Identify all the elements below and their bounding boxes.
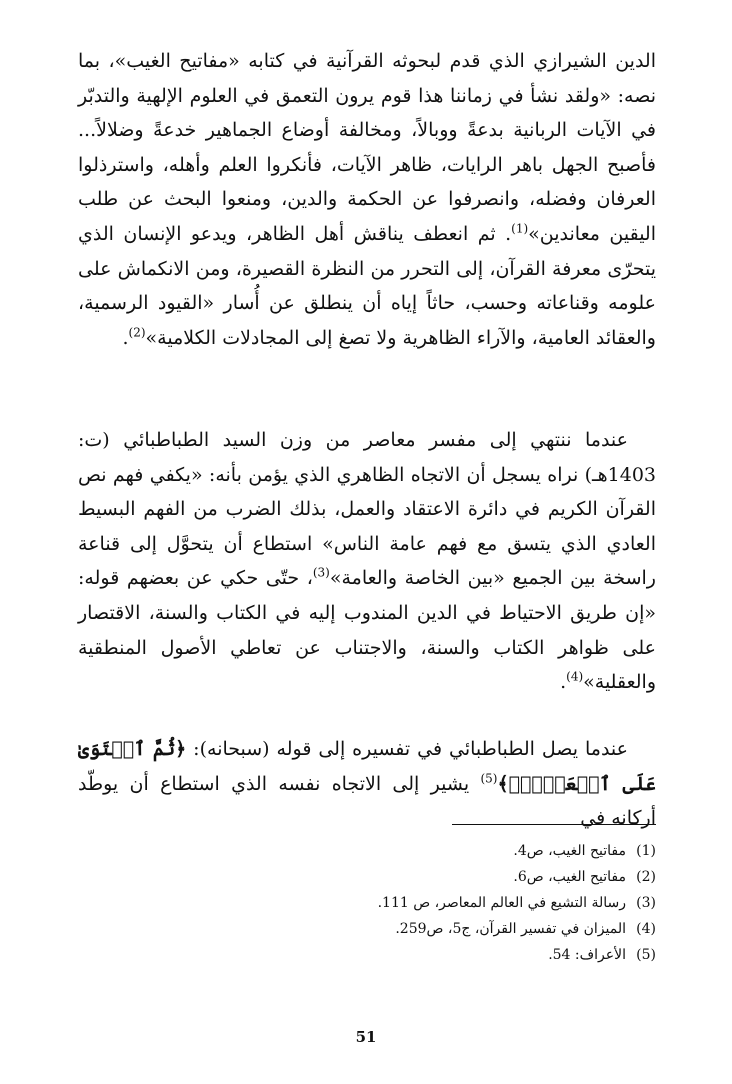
footnote-ref-5: (5): [480, 771, 498, 786]
paragraph-3-text-b: يشير إلى الاتجاه نفسه الذي استطاع أن يوطّد أركانه في: [78, 772, 656, 830]
footnote-number: (3): [636, 895, 656, 911]
paragraph-2-text-b: ، حتّى حكي عن بعضهم قوله: «إن طريق الاحتياط في الدين المندوب إليه في الكتاب والسنة، الاقتصار على ظواهر الكتاب والسنة، والاجتناب عن تعاطي الأصول المنطقية والعقلية»: [78, 567, 656, 694]
footnote-ref-1: (1): [511, 221, 529, 236]
paragraph-2: [78, 423, 656, 700]
footnote-text: الأعراف: 54.: [548, 947, 626, 963]
page-number: 51: [355, 1028, 377, 1046]
footnote-item: [150, 864, 656, 890]
footnote-item: [150, 916, 656, 942]
paragraph-2-text-c: .: [560, 671, 567, 694]
footnote-separator: [452, 824, 656, 825]
paragraph-1-text-b: . ثم انعطف يناقش أهل الظاهر، ويدعو الإنسان الذي يتحرّى معرفة القرآن، إلى التحرر من النظرة القصيرة، ومن الانكماش على علومه وقناعاته وحسب، حاثاً إياه أن ينطلق عن أُسار «القيود الرسمية، والعقائد العامية، والآراء الظاهرية ولا تصغ إلى المجادلات الكلامية»: [78, 222, 656, 349]
footnote-text: الميزان في تفسير القرآن، ج5، ص259.: [395, 921, 626, 937]
footnotes-list: [150, 838, 656, 968]
footnote-text: رسالة التشيع في العالم المعاصر، ص 111.: [377, 895, 626, 911]
footnote-number: (2): [636, 869, 656, 885]
footnote-ref-2: (2): [128, 325, 146, 340]
paragraph-1-text-a: الدين الشيرازي الذي قدم لبحوثه القرآنية في كتابه «مفاتيح الغيب»، بما نصه: «ولقد نشأ في زماننا هذا قوم يرون التعمق في العلوم الإلهية والتدبّر في الآيات الربانية بدعةً ووبالاً، ومخالفة أوضاع الجماهير خدعةً وضلالاً... فأصبح الجهل باهر الرايات، ظاهر الآيات، فأنكروا العلم وأهله، واسترذلوا العرفان وفضله، وانصرفوا عن الحكمة والدين، ومنعوا البحث عن طلب اليقين معاندين»: [78, 50, 656, 245]
footnote-text: مفاتيح الغيب، ص4.: [513, 843, 626, 859]
footnote-text: مفاتيح الغيب، ص6.: [513, 869, 626, 885]
paragraph-1: [78, 44, 656, 355]
footnote-item: [150, 838, 656, 864]
paragraph-2-text-a: عندما ننتهي إلى مفسر معاصر من وزن السيد الطباطبائي (ت: 1403هـ) نراه يسجل أن الاتجاه الظاهري الذي يؤمن بأنه: «يكفي فهم نص القرآن الكريم في دائرة الاعتقاد والعمل، بذلك الضرب من الفهم البسيط العادي الذي يتسق مع فهم عامة الناس» استطاع أن يتحوَّل إلى قناعة راسخة بين الجميع «بين الخاصة والعامة»: [78, 429, 656, 590]
footnote-number: (4): [636, 921, 656, 937]
paragraph-3: [78, 732, 656, 836]
footnote-item: [150, 890, 656, 916]
footnote-number: (1): [636, 843, 656, 859]
quran-verse: ﴿ثُمَّ ٱسۡتَوَىٰ عَلَى ٱلۡعَرۡشِۖ﴾: [78, 738, 657, 795]
paragraph-1-text-c: .: [122, 326, 129, 349]
footnote-number: (5): [636, 947, 656, 963]
footnote-ref-3: (3): [312, 566, 330, 581]
paragraph-3-text-a: عندما يصل الطباطبائي في تفسيره إلى قوله (سبحانه):: [186, 738, 628, 760]
footnote-item: [150, 942, 656, 968]
footnote-ref-4: (4): [566, 669, 584, 684]
